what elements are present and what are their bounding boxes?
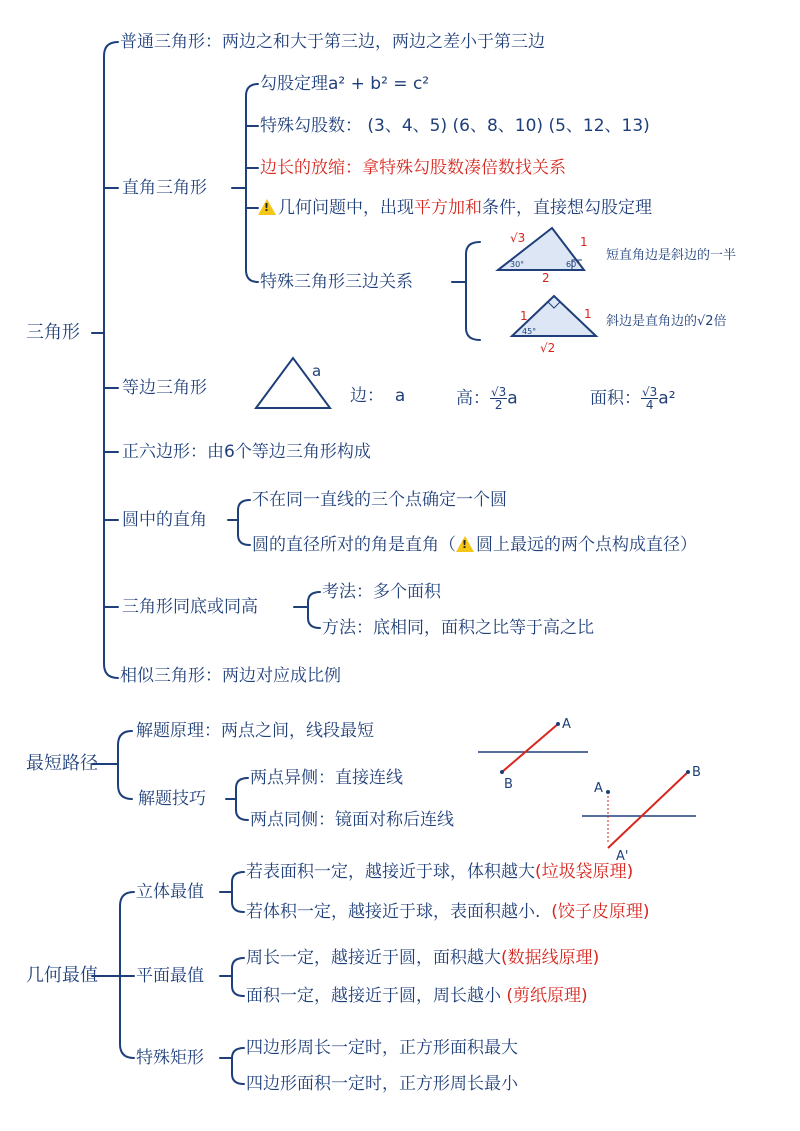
hint-pre: 几何问题中，出现 xyxy=(278,198,414,218)
solid-item-2-principle: (饺子皮原理) xyxy=(551,902,650,922)
solid-item-1-text: 若表面积一定，越接近于球，体积越大 xyxy=(246,862,535,882)
plane-item-2-text: 面积一定，越接近于圆，周长越小 xyxy=(246,986,501,1006)
shortest-opposite: 两点异侧：直接连线 xyxy=(250,768,403,788)
equilateral-edge xyxy=(350,386,405,406)
rect-item-2: 四边形面积一定时，正方形周长最小 xyxy=(246,1074,518,1094)
circle-item-2-pre: 圆的直径所对的角是直角（ xyxy=(252,535,456,555)
tri1-angle-b: 60° xyxy=(566,260,581,269)
same-base-item-2: 方法：底相同，面积之比等于高之比 xyxy=(322,618,594,638)
height-fraction xyxy=(490,386,507,411)
rect-item-1: 四边形周长一定时，正方形面积最大 xyxy=(246,1038,518,1058)
area-denominator: 4 xyxy=(645,398,654,412)
special-numbers-row xyxy=(260,116,650,136)
area-fraction xyxy=(641,386,658,411)
solid-item-1 xyxy=(246,862,633,882)
equilateral-height xyxy=(456,386,518,411)
tri2-side-a: 1 xyxy=(520,309,528,323)
equilateral-side-label: a xyxy=(312,362,322,380)
solid-item-2 xyxy=(246,902,649,922)
circle-item-2-post: 圆上最远的两个点构成直径） xyxy=(476,535,697,555)
plane-label: 平面最值 xyxy=(136,966,204,986)
area-variable: a² xyxy=(658,388,676,409)
circle-label: 圆中的直角 xyxy=(122,510,207,530)
equilateral-area-label: 面积： xyxy=(590,388,641,409)
solid-item-1-principle: (垃圾袋原理) xyxy=(535,862,634,882)
triangle-45-diagram xyxy=(504,290,614,358)
pythagoras-hint xyxy=(258,198,652,218)
root-shortest-path: 最短路径 xyxy=(26,753,98,774)
pythagoras-label: 勾股定理 xyxy=(260,74,328,94)
scaling-note: 边长的放缩：拿特殊勾股数凑倍数找关系 xyxy=(260,158,566,178)
equilateral-label: 等边三角形 xyxy=(122,378,207,398)
diagram2-point-a: A xyxy=(594,781,603,796)
right-triangle-label: 直角三角形 xyxy=(122,178,207,198)
height-numerator: √3 xyxy=(491,385,507,399)
plane-item-1-principle: (数据线原理) xyxy=(501,948,600,968)
warning-icon xyxy=(258,199,276,215)
hint-highlight: 平方加和 xyxy=(414,198,482,218)
tri2-hyp: √2 xyxy=(540,341,556,355)
rect-label: 特殊矩形 xyxy=(136,1048,204,1068)
diagram1-point-b: B xyxy=(504,777,513,792)
tri2-side-b: 1 xyxy=(584,307,592,321)
equilateral-edge-label: 边： xyxy=(350,386,384,406)
special-sides-label: 特殊三角形三边关系 xyxy=(260,272,413,292)
plane-item-2-principle: (剪纸原理) xyxy=(506,986,588,1006)
tri1-side-b: 1 xyxy=(580,235,588,249)
triangle-30-60-diagram xyxy=(492,222,612,284)
equilateral-edge-value: a xyxy=(394,386,406,406)
diagram2-point-a-prime: A' xyxy=(616,849,629,864)
special-numbers-values: (3、4、5) (6、8、10) (5、12、13) xyxy=(367,116,650,136)
tri1-hyp: 2 xyxy=(542,271,550,284)
tri1-note: 短直角边是斜边的一半 xyxy=(606,248,737,263)
height-denominator: 2 xyxy=(494,398,503,412)
ordinary-triangle-label: 普通三角形 xyxy=(120,32,205,52)
similar-label: 相似三角形 xyxy=(120,666,205,686)
diagram1-point-a: A xyxy=(562,717,571,732)
shortest-principle: 解题原理：两点之间，线段最短 xyxy=(136,721,374,741)
warning-icon xyxy=(456,536,474,552)
tri1-angle-a: 30° xyxy=(510,260,525,269)
hexagon-label: 正六边形 xyxy=(122,442,190,462)
same-base-label: 三角形同底或同高 xyxy=(122,597,258,617)
diagram2-point-b: B xyxy=(692,765,701,780)
plane-item-1 xyxy=(246,948,599,968)
same-side-diagram xyxy=(578,762,708,868)
shortest-same: 两点同侧：镜面对称后连线 xyxy=(250,810,454,830)
hint-post: 条件，直接想勾股定理 xyxy=(482,198,652,218)
solid-label: 立体最值 xyxy=(136,882,204,902)
hexagon-row: 正六边形：由6个等边三角形构成 xyxy=(122,442,371,462)
pythagoras-row xyxy=(260,74,429,94)
special-numbers-label: 特殊勾股数： xyxy=(260,116,362,136)
circle-item-2 xyxy=(252,535,697,555)
circle-item-1: 不在同一直线的三个点确定一个圆 xyxy=(252,490,507,510)
tri1-side-a: √3 xyxy=(510,231,526,245)
plane-item-2 xyxy=(246,986,588,1006)
root-geometry-extremum: 几何最值 xyxy=(26,965,98,986)
pythagoras-formula: a² + b² = c² xyxy=(328,74,430,94)
root-triangle: 三角形 xyxy=(26,322,80,343)
shortest-skill-label: 解题技巧 xyxy=(138,789,206,809)
tri2-note: 斜边是直角边的√2倍 xyxy=(606,314,727,329)
hexagon-text: 由6个等边三角形构成 xyxy=(207,442,371,462)
ordinary-triangle-row: 普通三角形：两边之和大于第三边，两边之差小于第三边 xyxy=(120,32,545,52)
equilateral-area xyxy=(590,386,676,411)
similar-text: 两边对应成比例 xyxy=(222,666,341,686)
ordinary-triangle-text: 两边之和大于第三边，两边之差小于第三边 xyxy=(222,32,545,52)
solid-item-2-text: 若体积一定，越接近于球，表面积越小. xyxy=(246,902,541,922)
similar-row: 相似三角形：两边对应成比例 xyxy=(120,666,341,686)
equilateral-triangle-diagram xyxy=(250,352,340,414)
tri2-angle: 45° xyxy=(522,327,537,336)
area-numerator: √3 xyxy=(642,385,658,399)
plane-item-1-text: 周长一定，越接近于圆，面积越大 xyxy=(246,948,501,968)
equilateral-height-label: 高： xyxy=(456,388,490,409)
height-variable: a xyxy=(507,388,518,409)
same-base-item-1: 考法：多个面积 xyxy=(322,582,441,602)
